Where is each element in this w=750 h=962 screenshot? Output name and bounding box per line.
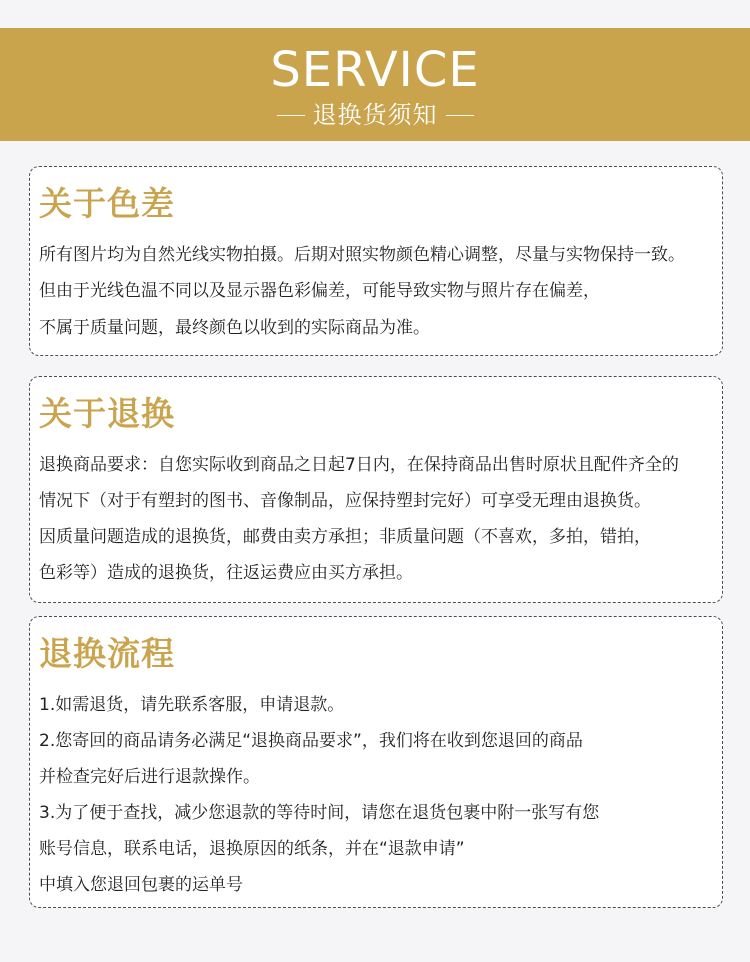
- color-difference-line: 不属于质量问题，最终颜色以收到的实际商品为准。: [39, 318, 430, 338]
- return-process-line: 1.如需退货，请先联系客服，申请退款。: [39, 695, 345, 715]
- return-process-line: 并检查完好后进行退款操作。: [39, 767, 260, 787]
- left-divider: [277, 115, 305, 116]
- banner-subtitle: 退换货须知: [312, 101, 438, 129]
- service-banner: [0, 28, 750, 141]
- color-difference-title: 关于色差: [39, 184, 175, 223]
- return-process-line: 2.您寄回的商品请务必满足“退换商品要求”，我们将在收到您退回的商品: [39, 731, 583, 751]
- return-exchange-line: 退换商品要求：自您实际收到商品之日起7日内，在保持商品出售时原状且配件齐全的: [39, 455, 679, 475]
- return-exchange-card: [29, 376, 723, 603]
- return-process-line: 中填入您退回包裹的运单号: [39, 875, 243, 895]
- return-process-line: 账号信息，联系电话，退换原因的纸条，并在“退款申请”: [39, 839, 465, 859]
- color-difference-card: [29, 166, 723, 356]
- return-exchange-title: 关于退换: [39, 394, 175, 433]
- color-difference-line: 所有图片均为自然光线实物拍摄。后期对照实物颜色精心调整，尽量与实物保持一致。: [39, 245, 685, 265]
- right-divider: [446, 115, 474, 116]
- return-exchange-line: 因质量问题造成的退换货，邮费由卖方承担；非质量问题（不喜欢，多拍，错拍，: [39, 527, 651, 547]
- return-process-card: [29, 616, 723, 908]
- return-process-title: 退换流程: [39, 634, 175, 673]
- return-process-line: 3.为了便于查找，减少您退款的等待时间，请您在退货包裹中附一张写有您: [39, 803, 600, 823]
- return-exchange-line: 情况下（对于有塑封的图书、音像制品，应保持塑封完好）可享受无理由退换货。: [39, 491, 651, 511]
- banner-subtitle-row: [0, 100, 750, 130]
- banner-title: SERVICE: [270, 42, 480, 98]
- return-exchange-line: 色彩等）造成的退换货，往返运费应由买方承担。: [39, 563, 413, 583]
- color-difference-line: 但由于光线色温不同以及显示器色彩偏差，可能导致实物与照片存在偏差，: [39, 281, 600, 301]
